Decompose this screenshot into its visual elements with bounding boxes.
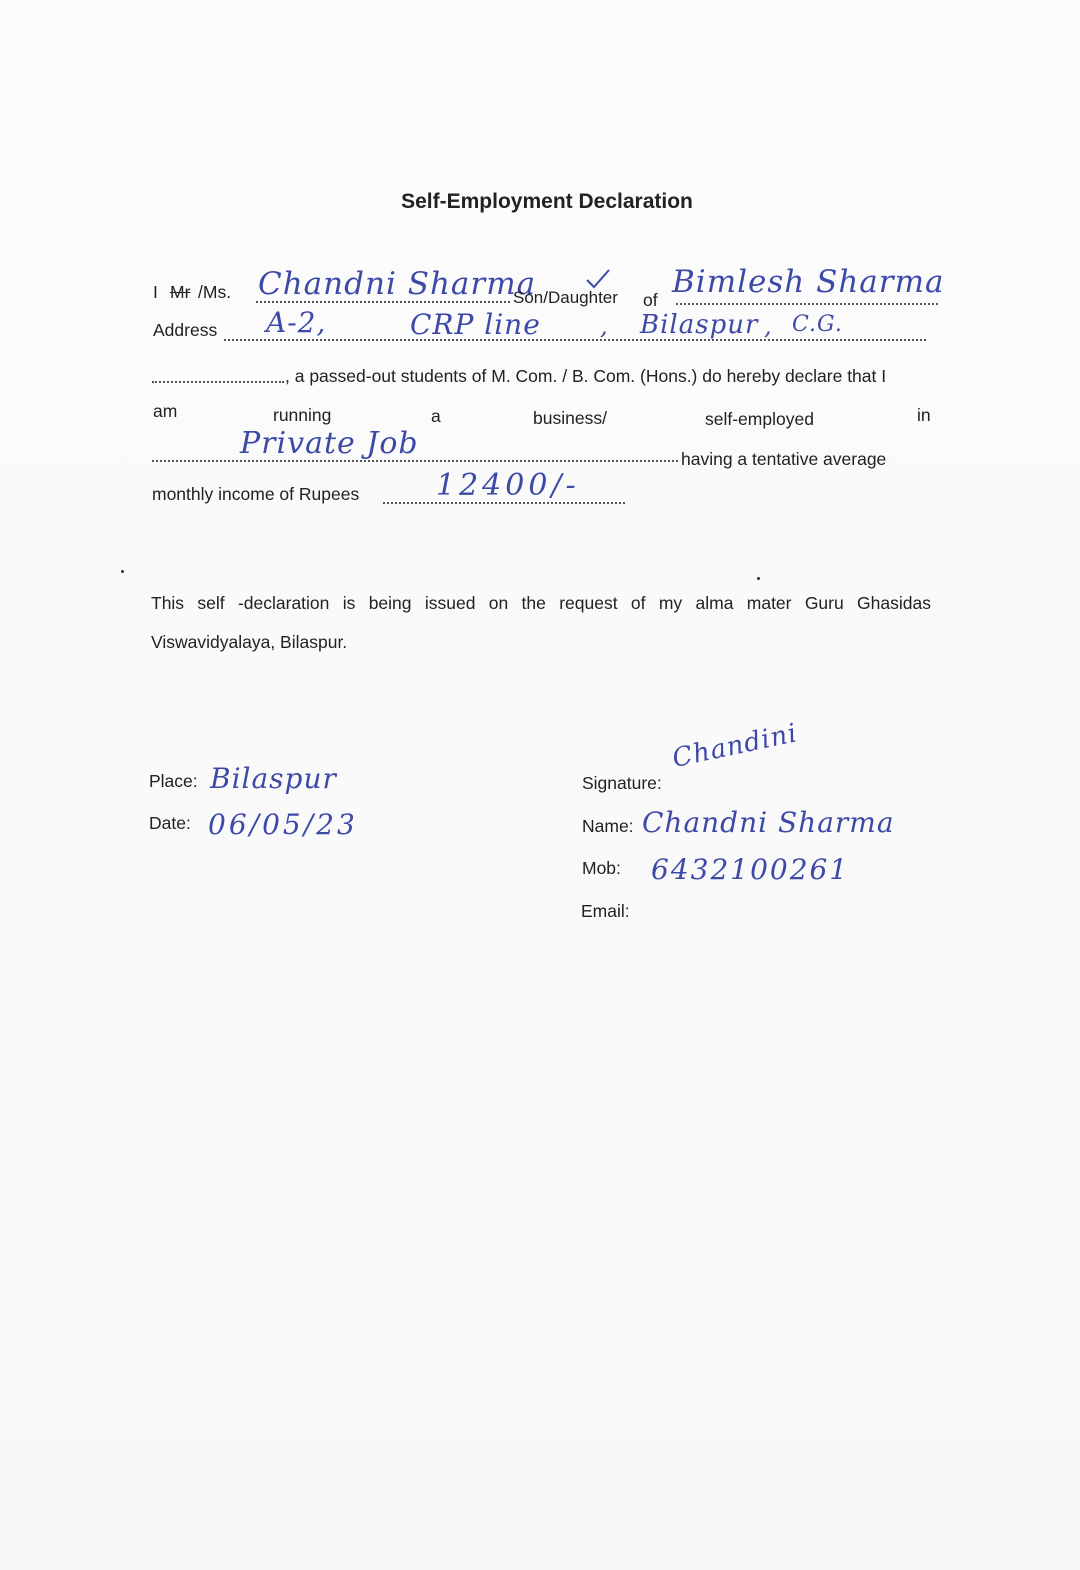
email-label: Email:	[581, 901, 630, 921]
declaration-line-5: having a tentative average	[681, 449, 887, 469]
handwritten-date: 06/05/23	[208, 808, 358, 841]
handwritten-place: Bilaspur	[210, 762, 337, 795]
handwritten-name: Chandni Sharma	[258, 266, 537, 302]
parent-dotted-line	[676, 303, 938, 305]
relation-label: Son/Daughter	[513, 288, 618, 307]
honorific-mr-struck: Mr	[170, 282, 191, 302]
name-label: Name:	[582, 816, 634, 836]
handwritten-occupation: Private Job	[240, 426, 419, 461]
word-am: am	[153, 401, 178, 421]
word-in: in	[917, 405, 931, 425]
address-label: Address	[153, 320, 218, 340]
handwritten-mobile: 6432100261	[651, 853, 850, 886]
paper-speck	[121, 570, 124, 573]
handwritten-income: 12400/-	[436, 468, 580, 503]
signature-scribble: Chandini	[669, 718, 801, 774]
handwritten-address-part-4: Bilaspur	[640, 310, 759, 340]
checkmark-icon	[585, 268, 611, 290]
request-paragraph: This self -declaration is being issued on the request of my alma mater Guru Ghasidas Viswavidyalaya, Bilaspur.	[151, 593, 931, 652]
handwritten-address-part-5: ,	[764, 312, 773, 340]
declaration-line-3: , a passed-out students of M. Com. / B. Com. (Hons.) do hereby declare that I	[285, 366, 887, 386]
handwritten-address-part-1: A-2,	[266, 306, 327, 339]
line3-dotted-line	[152, 381, 284, 383]
handwritten-parent-name: Bimlesh Sharma	[672, 264, 945, 300]
handwritten-address-part-2: CRP line	[410, 308, 541, 341]
document-title: Self-Employment Declaration	[401, 190, 693, 213]
handwritten-address-part-3: ,	[600, 312, 609, 340]
signature-label: Signature:	[582, 773, 662, 793]
date-label: Date:	[149, 813, 191, 833]
word-self-employed: self-employed	[705, 409, 814, 429]
word-running: running	[273, 405, 332, 425]
paper-speck	[757, 577, 760, 580]
place-label: Place:	[149, 771, 198, 791]
handwritten-signatory-name: Chandni Sharma	[642, 806, 895, 839]
of-label: of	[643, 290, 658, 310]
income-label: monthly income of Rupees	[152, 484, 360, 504]
handwritten-address-part-6: C.G.	[792, 312, 843, 337]
mob-label: Mob:	[582, 858, 621, 878]
word-business: business/	[533, 408, 607, 428]
address-dotted-line	[224, 339, 926, 341]
word-a: a	[431, 406, 441, 426]
honorific-ms: /Ms.	[198, 282, 232, 302]
intro-i: I	[153, 282, 158, 302]
